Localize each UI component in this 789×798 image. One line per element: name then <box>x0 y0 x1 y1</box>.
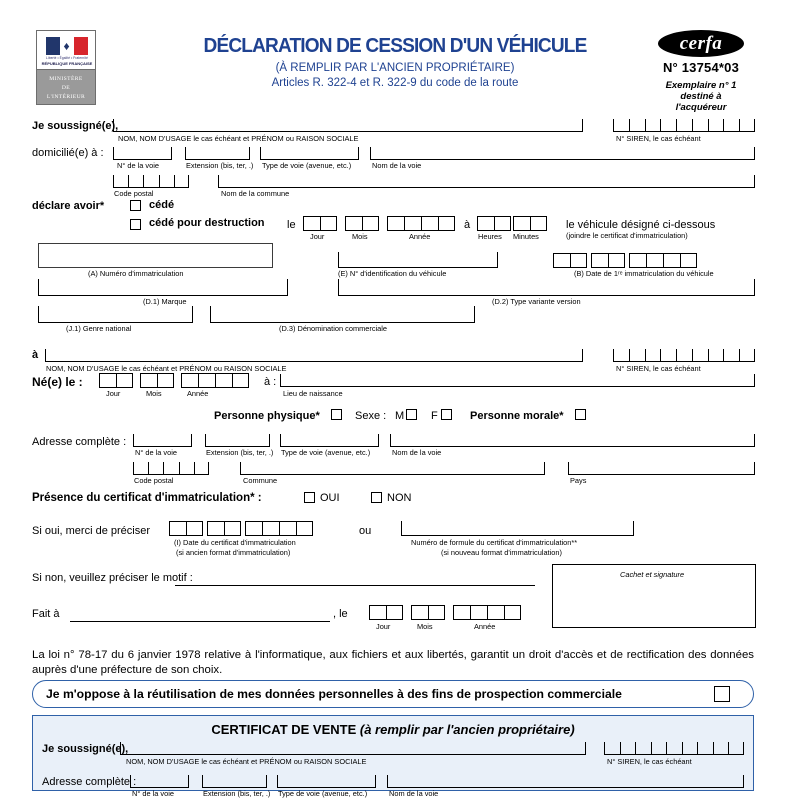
seller-commune-caption: Nom de la commune <box>221 189 290 198</box>
sale-siren-input[interactable] <box>604 742 744 755</box>
seller-domicile-label: domicilié(e) à : <box>32 147 104 159</box>
ministry-line-1: MINISTÈRE <box>49 76 83 82</box>
buyer-street-type-input[interactable] <box>280 434 379 447</box>
ministry-line-2: DE <box>61 85 71 91</box>
sale-siren-caption: N° SIREN, le cas échéant <box>607 757 692 766</box>
vehicle-genre-input[interactable] <box>38 306 193 323</box>
flag-republic: RÉPUBLIQUE FRANÇAISE <box>41 61 93 66</box>
seller-siren-caption: N° SIREN, le cas échéant <box>616 134 701 143</box>
signature-month-caption: Mois <box>417 622 433 631</box>
vehicle-registration-input[interactable] <box>38 243 273 268</box>
option-destruction-label: cédé pour destruction <box>149 217 265 229</box>
checkbox-cede[interactable] <box>130 200 141 211</box>
seller-street-name-input[interactable] <box>370 147 755 160</box>
certificate-date-year-input[interactable] <box>245 521 313 536</box>
declaration-label: déclare avoir* <box>32 200 105 212</box>
certificate-presence-label: Présence du certificat d'immatriculation* : <box>32 492 262 504</box>
cession-minutes-caption: Minutes <box>513 232 539 241</box>
sale-street-name-caption: Nom de la voie <box>389 789 439 798</box>
buyer-birth-year-caption: Année <box>187 389 209 398</box>
buyer-name-caption: NOM, NOM D'USAGE le cas échéant et PRÉNOM ou RAISON SOCIALE <box>46 364 287 373</box>
buyer-birthplace-prefix: à : <box>264 376 277 388</box>
buyer-extension-input[interactable] <box>205 434 270 447</box>
cerfa-copy-line-3: l'acquéreur <box>675 102 727 113</box>
declaration-le-label: le <box>287 219 296 231</box>
seller-siren-input[interactable] <box>613 119 755 132</box>
signature-year-caption: Année <box>474 622 496 631</box>
checkbox-personne-physique[interactable] <box>331 409 342 420</box>
certificate-or-label: ou <box>359 525 372 537</box>
motif-input[interactable] <box>175 584 535 586</box>
legal-notice: La loi n° 78-17 du 6 janvier 1978 relative à l'informatique, aux fichiers et aux libertés, garantit un droit d'accès et de rectification des données auprès d'une préfecture de son choix. <box>32 649 754 676</box>
vehicle-type-variant-caption: (D.2) Type variante version <box>492 297 581 306</box>
buyer-birthplace-input[interactable] <box>280 374 755 387</box>
seller-commune-input[interactable] <box>218 175 755 188</box>
buyer-name-input[interactable] <box>45 349 583 362</box>
sale-address-label: Adresse complète : <box>42 776 137 788</box>
buyer-born-label: Né(e) le : <box>32 375 83 389</box>
sale-street-type-input[interactable] <box>277 775 376 788</box>
buyer-birth-month-caption: Mois <box>146 389 162 398</box>
seller-street-no-input[interactable] <box>113 147 172 160</box>
signature-place-input[interactable] <box>70 620 330 622</box>
seller-extension-caption: Extension (bis, ter, .) <box>186 161 254 170</box>
vehicle-vin-input[interactable] <box>338 252 498 268</box>
seller-extension-input[interactable] <box>185 147 250 160</box>
cerfa-copy-info <box>636 80 766 113</box>
buyer-street-type-caption: Type de voie (avenue, etc.) <box>281 448 371 457</box>
cession-day-input[interactable] <box>303 216 337 231</box>
buyer-birth-day-caption: Jour <box>106 389 121 398</box>
buyer-commune-input[interactable] <box>240 462 545 475</box>
option-cede-label: cédé <box>149 199 175 211</box>
cession-month-caption: Mois <box>352 232 368 241</box>
ministry-logo <box>36 30 98 106</box>
cession-day-caption: Jour <box>310 232 325 241</box>
checkbox-certificate-oui[interactable] <box>304 492 315 503</box>
buyer-siren-caption: N° SIREN, le cas échéant <box>616 364 701 373</box>
certificate-formula-caption-2: (si nouveau format d'immatriculation) <box>441 548 562 557</box>
declaration-trailing-text: le véhicule désigné ci-dessous <box>566 219 716 231</box>
vehicle-brand-caption: (D.1) Marque <box>143 297 187 306</box>
sale-certificate-title-main: CERTIFICAT DE VENTE <box>211 722 357 737</box>
flag-motto: Liberté • Égalité • Fraternité <box>46 56 88 60</box>
signature-comma-le: , le <box>333 608 348 620</box>
checkbox-personne-morale[interactable] <box>575 409 586 420</box>
buyer-a-label: à <box>32 349 39 361</box>
cerfa-copy-line-2: destiné à <box>680 91 722 102</box>
checkbox-opposition[interactable] <box>714 686 730 702</box>
page-subtitle: (À REMPLIR PAR L'ANCIEN PROPRIÉTAIRE) <box>275 62 515 74</box>
buyer-street-no-caption: N° de la voie <box>135 448 177 457</box>
sex-label: Sexe : <box>355 410 387 422</box>
vehicle-genre-caption: (J.1) Genre national <box>66 324 132 333</box>
cession-year-input[interactable] <box>387 216 455 231</box>
checkbox-cede-destruction[interactable] <box>130 219 141 230</box>
vehicle-first-reg-day-input[interactable] <box>553 253 587 268</box>
stamp-signature-caption: Cachet et signature <box>620 570 685 579</box>
checkbox-sex-m[interactable] <box>406 409 417 420</box>
certificate-date-caption-2: (si ancien format d'immatriculation) <box>176 548 291 557</box>
checkbox-sex-f[interactable] <box>441 409 452 420</box>
vehicle-first-reg-caption: (B) Date de 1ʳᵉ immatriculation du véhicule <box>574 269 714 278</box>
certificate-date-caption-1: (I) Date du certificat d'immatriculation <box>174 538 296 547</box>
buyer-birth-year-input[interactable] <box>181 373 249 388</box>
seller-name-caption: NOM, NOM D'USAGE le cas échéant et PRÉNOM ou RAISON SOCIALE <box>118 134 359 143</box>
cession-hours-caption: Heures <box>478 232 502 241</box>
sale-name-caption: NOM, NOM D'USAGE le cas échéant et PRÉNOM ou RAISON SOCIALE <box>126 757 367 766</box>
sale-certificate-title <box>32 722 754 737</box>
buyer-birth-month-input[interactable] <box>140 373 174 388</box>
french-flag-icon <box>36 30 96 70</box>
sex-f-label: F <box>431 410 438 422</box>
signature-day-caption: Jour <box>376 622 391 631</box>
sale-undersigned-label: Je soussigné(e), <box>42 743 129 755</box>
buyer-extension-caption: Extension (bis, ter, .) <box>206 448 274 457</box>
if-yes-label: Si oui, merci de préciser <box>32 525 150 537</box>
natural-person-label: Personne physique* <box>214 410 320 422</box>
signature-day-input[interactable] <box>369 605 403 620</box>
form-header <box>0 0 789 113</box>
vehicle-brand-input[interactable] <box>38 279 288 296</box>
cession-minutes-input[interactable] <box>513 216 547 231</box>
buyer-street-no-input[interactable] <box>133 434 192 447</box>
cession-year-caption: Année <box>409 232 431 241</box>
vehicle-vin-caption: (E) N° d'identification du véhicule <box>338 269 447 278</box>
legal-person-label: Personne morale* <box>470 410 564 422</box>
vehicle-registration-caption: (A) Numéro d'immatriculation <box>88 269 184 278</box>
vehicle-first-reg-month-input[interactable] <box>591 253 625 268</box>
seller-street-type-input[interactable] <box>260 147 359 160</box>
marianne-icon: ♦ <box>63 39 70 53</box>
seller-undersigned-label: Je soussigné(e), <box>32 120 119 132</box>
cession-month-input[interactable] <box>345 216 379 231</box>
signature-month-input[interactable] <box>411 605 445 620</box>
sale-street-no-caption: N° de la voie <box>132 789 174 798</box>
vehicle-commercial-input[interactable] <box>210 306 475 323</box>
declaration-a-label: à <box>464 219 471 231</box>
buyer-postcode-caption: Code postal <box>134 476 174 485</box>
ministry-line-3: L'INTÉRIEUR <box>46 94 86 100</box>
cerfa-block <box>636 30 766 113</box>
certificate-date-month-input[interactable] <box>207 521 241 536</box>
page-articles: Articles R. 322-4 et R. 322-9 du code de la route <box>271 77 519 89</box>
sale-extension-caption: Extension (bis, ter, .) <box>203 789 271 798</box>
sale-street-name-input[interactable] <box>387 775 744 788</box>
certificate-oui-label: OUI <box>320 492 340 504</box>
seller-name-input[interactable] <box>113 119 583 132</box>
sale-street-type-caption: Type de voie (avenue, etc.) <box>278 789 368 798</box>
signature-place-label: Fait à <box>32 608 60 620</box>
seller-postcode-input[interactable] <box>113 175 189 188</box>
opposition-text: Je m'oppose à la réutilisation de mes données personnelles à des fins de prospection commerciale <box>46 687 622 701</box>
signature-year-input[interactable] <box>453 605 521 620</box>
cerfa-copy-line-1: Exemplaire n° 1 <box>665 80 737 91</box>
buyer-street-name-input[interactable] <box>390 434 755 447</box>
certificate-date-day-input[interactable] <box>169 521 203 536</box>
certificate-formula-input[interactable] <box>401 521 634 536</box>
buyer-commune-caption: Commune <box>243 476 278 485</box>
declaration-trailing-note: (joindre le certificat d'immatriculation) <box>566 231 688 240</box>
seller-street-name-caption: Nom de la voie <box>372 161 422 170</box>
buyer-birthplace-caption: Lieu de naissance <box>283 389 343 398</box>
buyer-birth-day-input[interactable] <box>99 373 133 388</box>
sale-extension-input[interactable] <box>202 775 267 788</box>
seller-street-type-caption: Type de voie (avenue, etc.) <box>262 161 352 170</box>
buyer-country-caption: Pays <box>570 476 587 485</box>
cession-hours-input[interactable] <box>477 216 511 231</box>
cerfa-logo: cerfa <box>658 30 744 57</box>
vehicle-commercial-caption: (D.3) Dénomination commerciale <box>279 324 388 333</box>
checkbox-certificate-non[interactable] <box>371 492 382 503</box>
seller-postcode-caption: Code postal <box>114 189 154 198</box>
vehicle-type-variant-input[interactable] <box>338 279 755 296</box>
buyer-siren-input[interactable] <box>613 349 755 362</box>
certificate-formula-caption-1: Numéro de formule du certificat d'immatriculation** <box>411 538 578 547</box>
buyer-country-input[interactable] <box>568 462 755 475</box>
cerfa-number: N° 13754*03 <box>662 60 740 75</box>
sale-street-no-input[interactable] <box>130 775 189 788</box>
if-no-label: Si non, veuillez préciser le motif : <box>32 572 193 584</box>
sale-name-input[interactable] <box>120 742 586 755</box>
ministry-name-block <box>36 70 96 105</box>
page-title: DÉCLARATION DE CESSION D'UN VÉHICULE <box>203 34 587 57</box>
vehicle-first-reg-year-input[interactable] <box>629 253 697 268</box>
buyer-street-name-caption: Nom de la voie <box>392 448 442 457</box>
buyer-address-label: Adresse complète : <box>32 436 127 448</box>
sale-certificate-title-note: (à remplir par l'ancien propriétaire) <box>359 722 575 737</box>
sex-m-label: M <box>395 410 405 422</box>
certificate-non-label: NON <box>387 492 412 504</box>
seller-street-no-caption: N° de la voie <box>117 161 159 170</box>
buyer-postcode-input[interactable] <box>133 462 209 475</box>
